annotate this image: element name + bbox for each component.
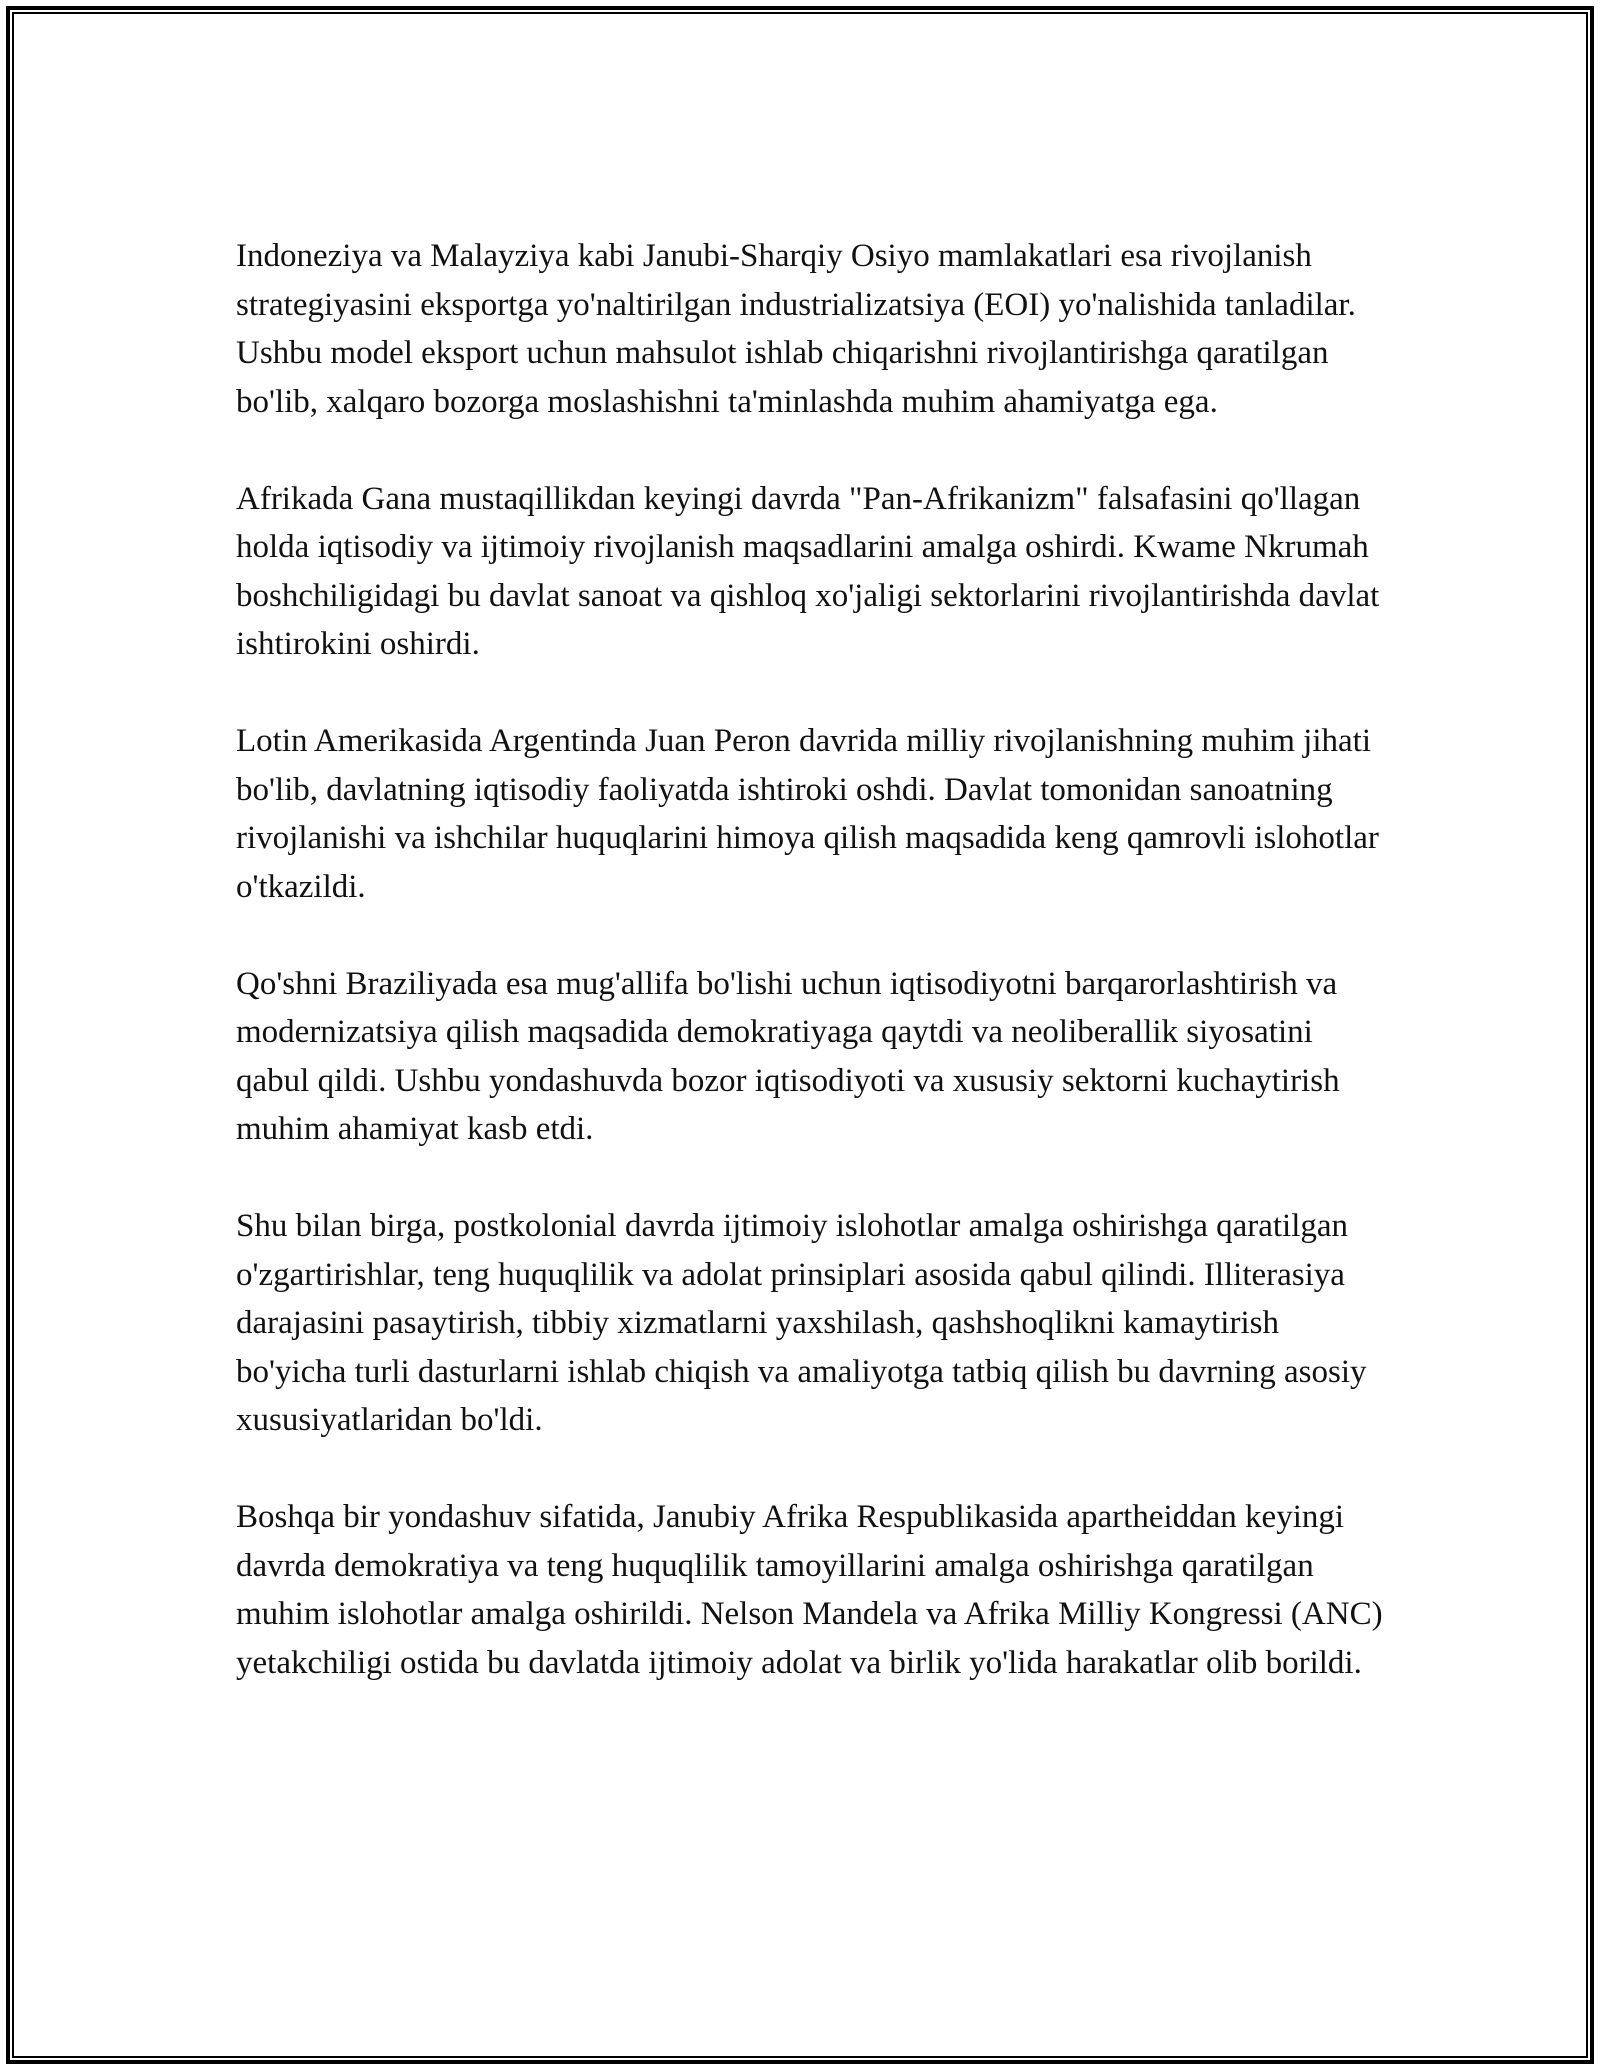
paragraph-1: Indoneziya va Malayziya kabi Janubi-Sharqiy Osiyo mamlakatlari esa rivojlanish strategiyasini eksportga yo'naltirilgan industrializatsiya (EOI) yo'nalishida tanladilar. Ushbu model eksport uchun mahsulot ishlab chiqarishni rivojlantirishga qaratilgan bo'lib, xalqaro bozorga moslashishni ta'minlashda muhim ahamiyatga ega. [236, 238, 1356, 420]
paragraph-4: Qo'shni Braziliyada esa mug'allifa bo'lishi uchun iqtisodiyotni barqarorlashtirish va modernizatsiya qilish maqsadida demokratiyaga qaytdi va neoliberallik siyosatini qabul qildi. Ushbu yondashuvda bozor iqtisodiyoti va xususiy sektorni kuchaytirish muhim ahamiyat kasb etdi. [236, 965, 1340, 1147]
paragraph-3: Lotin Amerikasida Argentinda Juan Peron davrida milliy rivojlanishning muhim jihati bo'lib, davlatning iqtisodiy faoliyatda ishtiroki oshdi. Davlat tomonidan sanoatning rivojlanishi va ishchilar huquqlarini himoya qilish maqsadida keng qamrovli islohotlar o'tkazildi. [236, 723, 1379, 905]
document-body [236, 232, 1386, 1687]
paragraph-6: Boshqa bir yondashuv sifatida, Janubiy Afrika Respublikasida apartheiddan keyingi davrda demokratiya va teng huquqlilik tamoyillarini amalga oshirishga qaratilgan muhim islohotlar amalga oshirildi. Nelson Mandela va Afrika Milliy Kongressi (ANC) yetakchiligi ostida bu davlatda ijtimoiy adolat va birlik yo'lida harakatlar olib borildi. [236, 1499, 1383, 1681]
paragraph-5: Shu bilan birga, postkolonial davrda ijtimoiy islohotlar amalga oshirishga qaratilgan o'zgartirishlar, teng huquqlilik va adolat prinsiplari asosida qabul qilindi. Illiterasiya darajasini pasaytirish, tibbiy xizmatlarni yaxshilash, qashshoqlikni kamaytirish bo'yicha turli dasturlarni ishlab chiqish va amaliyotga tatbiq qilish bu davrning asosiy xususiyatlaridan bo'ldi. [236, 1208, 1367, 1438]
paragraph-2: Afrikada Gana mustaqillikdan keyingi davrda "Pan-Afrikanizm" falsafasini qo'llagan holda iqtisodiy va ijtimoiy rivojlanish maqsadlarini amalga oshirdi. Kwame Nkrumah boshchiligidagi bu davlat sanoat va qishloq xo'jaligi sektorlarini rivojlantirishda davlat ishtirokini oshirdi. [236, 480, 1380, 662]
